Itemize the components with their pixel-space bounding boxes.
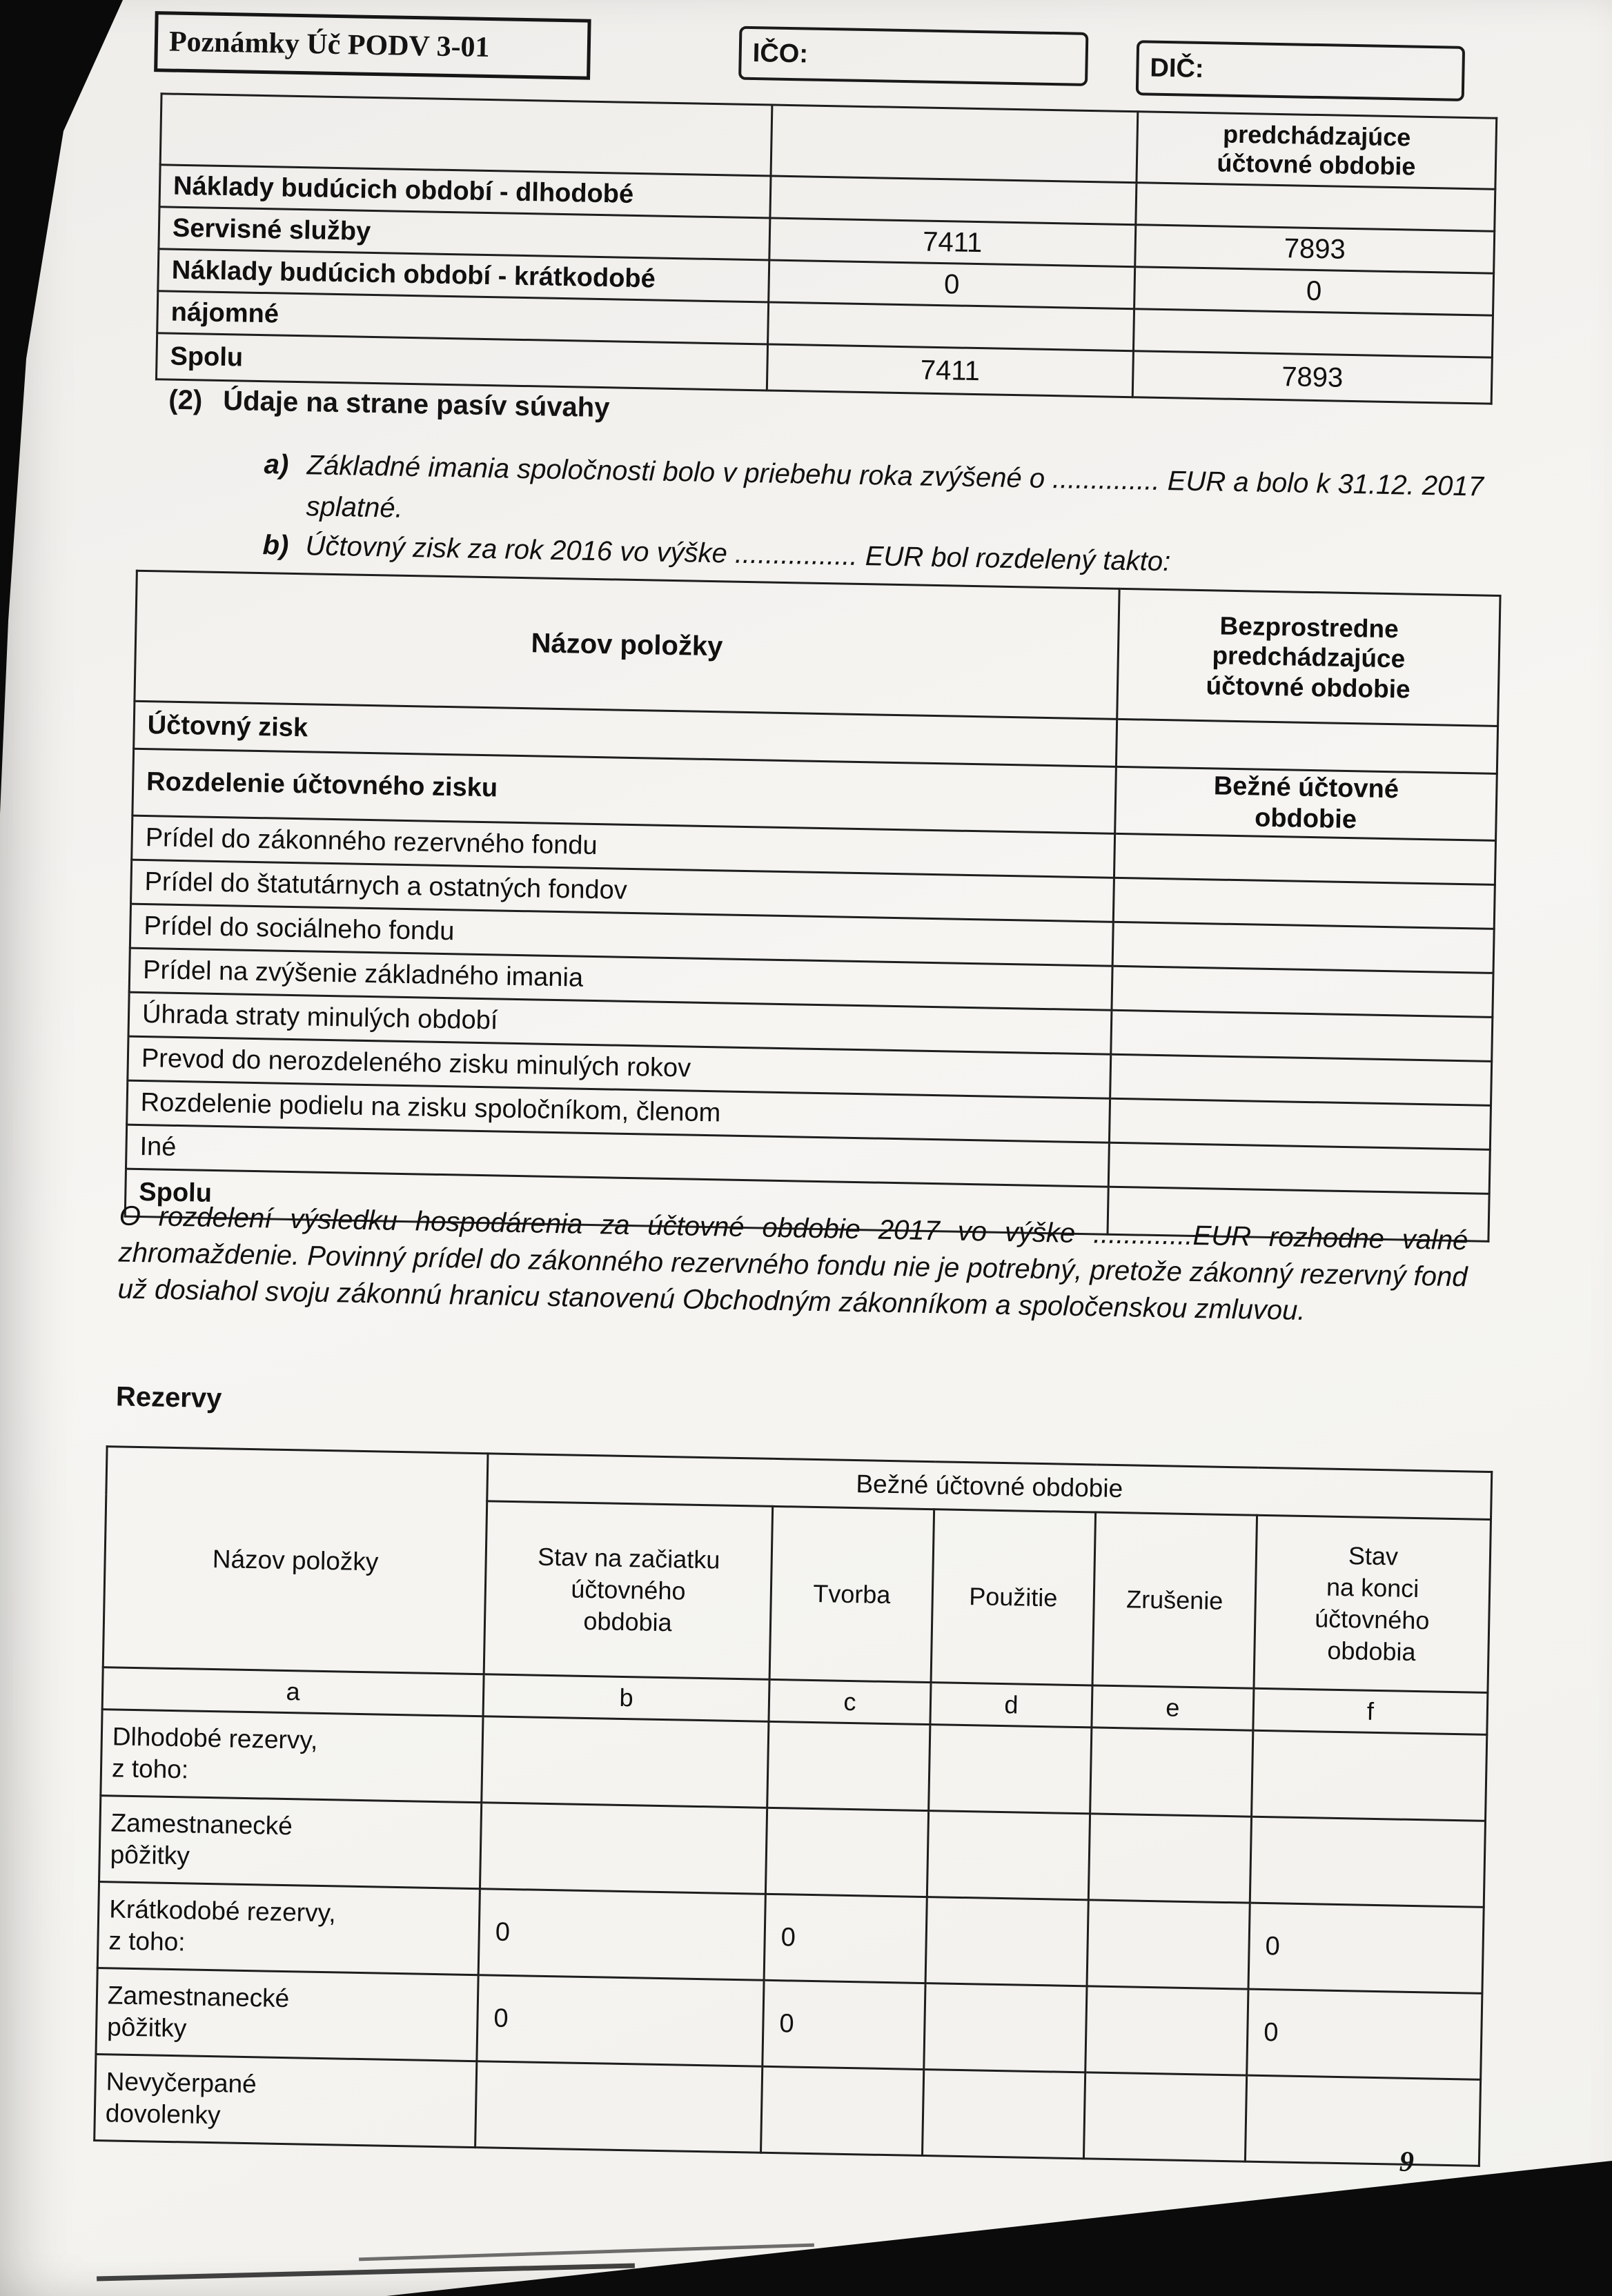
section-2-number: (2)	[168, 384, 203, 416]
ico-box	[738, 26, 1088, 86]
t3-cell-b: 0	[477, 1975, 764, 2067]
t1-header-previous-period: predchádzajúce účtovné obdobie	[1137, 112, 1497, 190]
t2-total-label: Spolu	[125, 1169, 1108, 1234]
t3-cell-e	[1085, 1986, 1248, 2075]
t3-row-label: Dlhodobé rezervy, z toho:	[101, 1710, 483, 1803]
t3-cell-d	[929, 1725, 1092, 1814]
t3-letter: f	[1253, 1688, 1488, 1734]
t3-letter: e	[1092, 1685, 1254, 1730]
t3-col-header-b: Stav na začiatku účtovného obdobia	[484, 1501, 773, 1680]
form-code-box	[154, 11, 591, 80]
t3-cell-c	[761, 2066, 924, 2155]
profit-distribution-table	[124, 570, 1502, 1243]
t3-cell-d	[922, 2070, 1085, 2159]
t3-cell-e	[1087, 1900, 1250, 1989]
t1-row-previous: 7893	[1135, 225, 1495, 274]
t1-row-current	[768, 302, 1134, 351]
empty-cell	[1109, 1098, 1491, 1149]
empty-cell	[1108, 1142, 1490, 1194]
reserves-heading: Rezervy	[115, 1381, 222, 1414]
t1-row-label: nájomné	[157, 291, 769, 344]
item-b-text: Účtovný zisk za rok 2016 vo výške ................ EUR bol rozdelený takto:	[305, 531, 1171, 577]
t3-row-label: Nevyčerpané dovolenky	[95, 2055, 477, 2148]
t3-cell-c	[767, 1721, 930, 1810]
t3-cell-d	[924, 1983, 1087, 2072]
t2-item-label: Iné	[126, 1125, 1109, 1187]
t3-cell-b	[475, 2061, 763, 2153]
dic-label: DIČ:	[1150, 53, 1204, 83]
t2-item-label: Prídel do štatutárnych a ostatných fondov	[131, 860, 1114, 922]
section-2-heading	[168, 385, 610, 424]
t3-cell-f: 0	[1247, 1989, 1482, 2079]
t3-cell-e	[1090, 1728, 1253, 1817]
t3-cell-c: 0	[763, 1980, 925, 2069]
t1-row-label: Náklady budúcich období - dlhodobé	[159, 165, 771, 218]
item-a-marker: a)	[264, 449, 289, 480]
form-code-label: Poznámky Úč PODV 3-01	[168, 26, 490, 64]
t3-cell-f	[1252, 1730, 1487, 1821]
reserves-table	[93, 1445, 1493, 2167]
dic-box	[1136, 40, 1465, 101]
t1-row-label: Servisné služby	[159, 207, 770, 260]
t3-cell-b	[480, 1803, 767, 1894]
t3-row-label: Zamestnanecké pôžitky	[96, 1968, 478, 2061]
t3-letter: d	[930, 1683, 1092, 1728]
t2-previous-period-header: Bezprostredne predchádzajúce účtovné obdobie	[1117, 588, 1500, 726]
empty-cell	[1112, 922, 1494, 973]
t1-row-previous	[1136, 183, 1495, 232]
t3-letter: c	[769, 1679, 931, 1724]
t2-item-label: Prídel do zákonného rezervného fondu	[132, 815, 1115, 878]
t3-row-label: Zamestnanecké pôžitky	[99, 1796, 482, 1889]
t1-row-previous	[1133, 309, 1493, 358]
distribution-paragraph: O rozdelení výsledku hospodárenia za účtovné obdobie 2017 vo výške .............EUR rozhodne valné zhromaždenie. Povinný prídel do zákonného rezervného fondu nie je potrebný, pretože zákonný rezervný fond už dosiahol svoju zákonnú hranicu stanovenú Obchodným zákonníkom a spoločenskou zmluvou.	[117, 1200, 1468, 1326]
section-2-title: Údaje na strane pasív súvahy	[222, 386, 610, 424]
t3-letter: a	[102, 1667, 484, 1716]
t3-col-header-f: Stav na konci účtovného obdobia	[1254, 1515, 1491, 1692]
t1-total-label: Spolu	[156, 333, 767, 390]
empty-cell	[1114, 833, 1495, 884]
t1-row-label: Náklady budúcich období - krátkodobé	[158, 249, 769, 302]
t3-cell-c	[765, 1808, 928, 1897]
t2-profit-row-label: Účtovný zisk	[134, 701, 1117, 766]
t2-item-label: Prídel do sociálneho fondu	[130, 904, 1113, 966]
t3-cell-f	[1245, 2075, 1480, 2166]
t3-cell-b	[482, 1716, 769, 1808]
t1-header-empty-2	[771, 105, 1138, 183]
t3-row-label: Krátkodobé rezervy, z toho:	[97, 1882, 480, 1975]
empty-cell	[1112, 966, 1493, 1017]
t2-current-period-header: Bežné účtovné obdobie	[1115, 766, 1497, 840]
t3-cell-f	[1250, 1817, 1485, 1907]
t3-cell-e	[1088, 1814, 1251, 1903]
page-number: 9	[1399, 2146, 1415, 2179]
t3-col-header-d: Použitie	[931, 1510, 1096, 1685]
empty-cell	[1113, 878, 1495, 929]
t2-item-label: Prevod do nerozdeleného zisku minulých rokov	[128, 1036, 1111, 1098]
deferred-expenses-table	[155, 92, 1497, 404]
empty-cell	[1111, 1010, 1493, 1061]
empty-cell	[1110, 1054, 1492, 1105]
t1-header-empty-1	[160, 94, 772, 176]
item-a-text: Základné imania spoločnosti bolo v priebehu roka zvýšené o .............. EUR a bolo k 31.12. 2017 splatné.	[306, 450, 1484, 524]
t1-row-previous: 0	[1134, 267, 1494, 316]
t1-row-current	[770, 176, 1137, 225]
t2-item-label: Rozdelenie podielu na zisku spoločníkom, členom	[127, 1080, 1110, 1142]
item-b-marker: b)	[262, 530, 289, 561]
t3-col-header-e: Zrušenie	[1092, 1512, 1257, 1688]
t1-row-current: 7411	[769, 218, 1136, 267]
t3-cell-b: 0	[478, 1889, 765, 1981]
t3-name-header: Názov položky	[103, 1447, 488, 1674]
t3-letter: b	[483, 1674, 769, 1722]
ico-label: IČO:	[752, 38, 809, 68]
t1-total-current: 7411	[767, 344, 1133, 397]
t2-name-header: Názov položky	[135, 571, 1119, 719]
t3-col-header-c: Tvorba	[769, 1506, 934, 1682]
t1-row-current: 0	[769, 260, 1135, 309]
t2-item-label: Úhrada straty minulých období	[128, 992, 1112, 1054]
t3-cell-c: 0	[764, 1894, 927, 1983]
t1-total-previous: 7893	[1132, 351, 1492, 404]
t2-distribution-row-label: Rozdelenie účtovného zisku	[132, 749, 1117, 833]
t3-period-header: Bežné účtovné obdobie	[487, 1454, 1492, 1520]
t3-cell-f: 0	[1248, 1903, 1484, 1993]
t3-cell-d	[927, 1811, 1090, 1900]
t3-cell-d	[925, 1897, 1088, 1986]
t3-cell-e	[1083, 2072, 1246, 2161]
t2-item-label: Prídel na zvýšenie základného imania	[129, 948, 1112, 1010]
empty-cell	[1116, 719, 1497, 773]
